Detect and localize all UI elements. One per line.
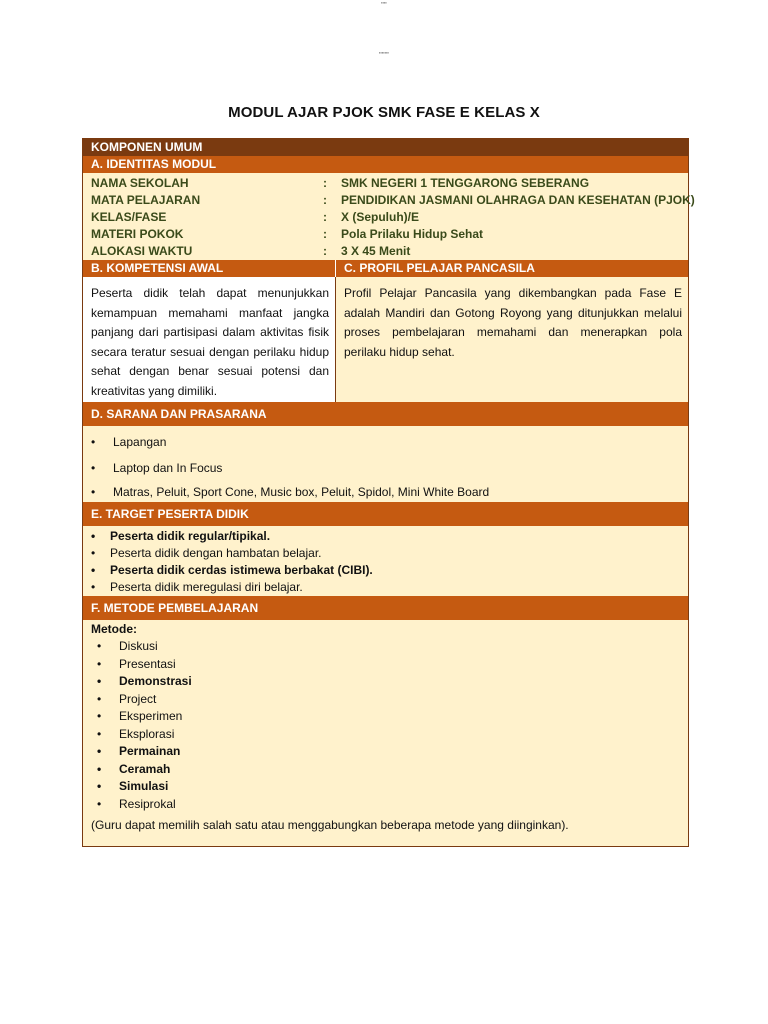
target-section: [83, 526, 688, 596]
target-header: E. TARGET PESERTA DIDIK: [83, 502, 688, 526]
bullet-icon: •: [97, 709, 102, 723]
bullet-icon: •: [97, 779, 102, 793]
komponen-umum-header: KOMPONEN UMUM: [83, 139, 688, 156]
list-item-text: Diskusi: [119, 639, 158, 653]
list-item: [91, 528, 681, 545]
metode-header: F. METODE PEMBELAJARAN: [83, 596, 688, 620]
identitas-section: [83, 173, 695, 260]
list-item: [91, 426, 681, 452]
profil-pancasila-header: C. PROFIL PELAJAR PANCASILA: [336, 260, 688, 277]
list-item-text: Resiprokal: [119, 796, 176, 811]
list-item-text: Laptop dan In Focus: [113, 461, 223, 475]
identitas-label: KELAS/FASE: [91, 210, 167, 224]
identitas-value: X (Sepuluh)/E: [341, 210, 419, 224]
list-item: [97, 673, 677, 691]
list-item: [97, 656, 677, 674]
target-list: [91, 528, 681, 596]
list-item-text: Eksplorasi: [119, 726, 175, 741]
identitas-value: PENDIDIKAN JASMANI OLAHRAGA DAN KESEHATAN (PJOK): [341, 193, 695, 207]
identitas-modul-header: A. IDENTITAS MODUL: [83, 156, 688, 173]
list-item: [97, 708, 677, 726]
bullet-icon: •: [91, 529, 96, 543]
profil-pancasila-text: Profil Pelajar Pancasila yang dikembangkan pada Fase E adalah Mandiri dan Gotong Royong yang ditunjukkan melalui proses pembelajaran memahami dan menerapkan pola perilaku hidup sehat.: [336, 277, 688, 402]
list-item-text: Permainan: [119, 744, 181, 758]
kompetensi-awal-header: B. KOMPETENSI AWAL: [83, 260, 335, 277]
list-item-text: Eksperimen: [119, 709, 183, 723]
sarana-list: [91, 426, 681, 500]
identitas-label: MATERI POKOK: [91, 227, 184, 241]
bullet-icon: •: [97, 639, 102, 653]
list-item: [91, 476, 681, 500]
list-item-text: Peserta didik cerdas istimewa berbakat (CIBI).: [110, 563, 373, 577]
identitas-colon: :: [323, 227, 327, 241]
metode-label: Metode:: [91, 622, 137, 636]
list-item-text: Matras, Peluit, Sport Cone, Music box, Peluit, Spidol, Mini White Board: [113, 485, 490, 499]
identitas-colon: :: [323, 193, 327, 207]
identitas-label: ALOKASI WAKTU: [91, 244, 193, 258]
metode-section: [83, 620, 688, 846]
identitas-colon: :: [323, 244, 327, 258]
list-item: [97, 638, 677, 656]
list-item-text: Simulasi: [119, 779, 169, 793]
list-item-text: Demonstrasi: [119, 674, 192, 688]
identitas-value: Pola Prilaku Hidup Sehat: [341, 227, 484, 241]
list-item: [97, 691, 677, 709]
bullet-icon: •: [97, 656, 102, 671]
header-mark-top: ▪▪▪▪: [381, 0, 387, 5]
identitas-value: SMK NEGERI 1 TENGGARONG SEBERANG: [341, 176, 590, 190]
document-title: MODUL AJAR PJOK SMK FASE E KELAS X: [228, 104, 540, 121]
bullet-icon: •: [91, 485, 96, 499]
bullet-icon: •: [91, 580, 96, 594]
bullet-icon: •: [97, 674, 102, 688]
identitas-colon: :: [323, 210, 327, 224]
list-item: [97, 726, 677, 744]
bullet-icon: •: [97, 796, 102, 811]
metode-note: (Guru dapat memilih salah satu atau menggabungkan beberapa metode yang diinginkan).: [91, 818, 569, 832]
list-item: [91, 562, 681, 579]
list-item: [97, 761, 677, 779]
list-item: [97, 796, 677, 814]
sarana-section: [83, 426, 688, 502]
list-item-text: Ceramah: [119, 761, 171, 776]
bullet-icon: •: [91, 435, 96, 449]
bullet-icon: •: [97, 691, 102, 706]
list-item-text: Peserta didik meregulasi diri belajar.: [110, 580, 303, 594]
identitas-value: 3 X 45 Menit: [341, 244, 411, 258]
list-item: [97, 743, 677, 761]
list-item: [91, 452, 681, 476]
bullet-icon: •: [91, 461, 96, 475]
bullet-icon: •: [91, 546, 96, 560]
list-item: [91, 545, 681, 562]
list-item: [91, 579, 681, 596]
bullet-icon: •: [97, 744, 102, 758]
list-item-text: Presentasi: [119, 656, 176, 671]
kompetensi-awal-text: Peserta didik telah dapat menunjukkan kemampuan memahami manfaat jangka panjang dari partisipasi dalam aktivitas fisik secara teratur sesuai dengan perilaku hidup sehat dengan benar sesuai potensi dan kreativitas yang dimiliki.: [83, 277, 336, 402]
metode-list: [97, 638, 677, 813]
identitas-colon: :: [323, 176, 327, 190]
sarana-header: D. SARANA DAN PRASARANA: [83, 402, 688, 426]
bullet-icon: •: [91, 563, 96, 577]
list-item-text: Lapangan: [113, 435, 167, 449]
bullet-icon: •: [97, 726, 102, 741]
list-item-text: Peserta didik regular/tipikal.: [110, 529, 271, 543]
identitas-label: NAMA SEKOLAH: [91, 176, 189, 190]
list-item-text: Project: [119, 691, 157, 706]
identitas-label: MATA PELAJARAN: [91, 193, 201, 207]
header-mark-mid: ▪▪▪▪▪▪▪: [379, 50, 389, 55]
list-item-text: Peserta didik dengan hambatan belajar.: [110, 546, 322, 560]
module-table: [82, 138, 695, 847]
bullet-icon: •: [97, 761, 102, 776]
list-item: [97, 778, 677, 796]
